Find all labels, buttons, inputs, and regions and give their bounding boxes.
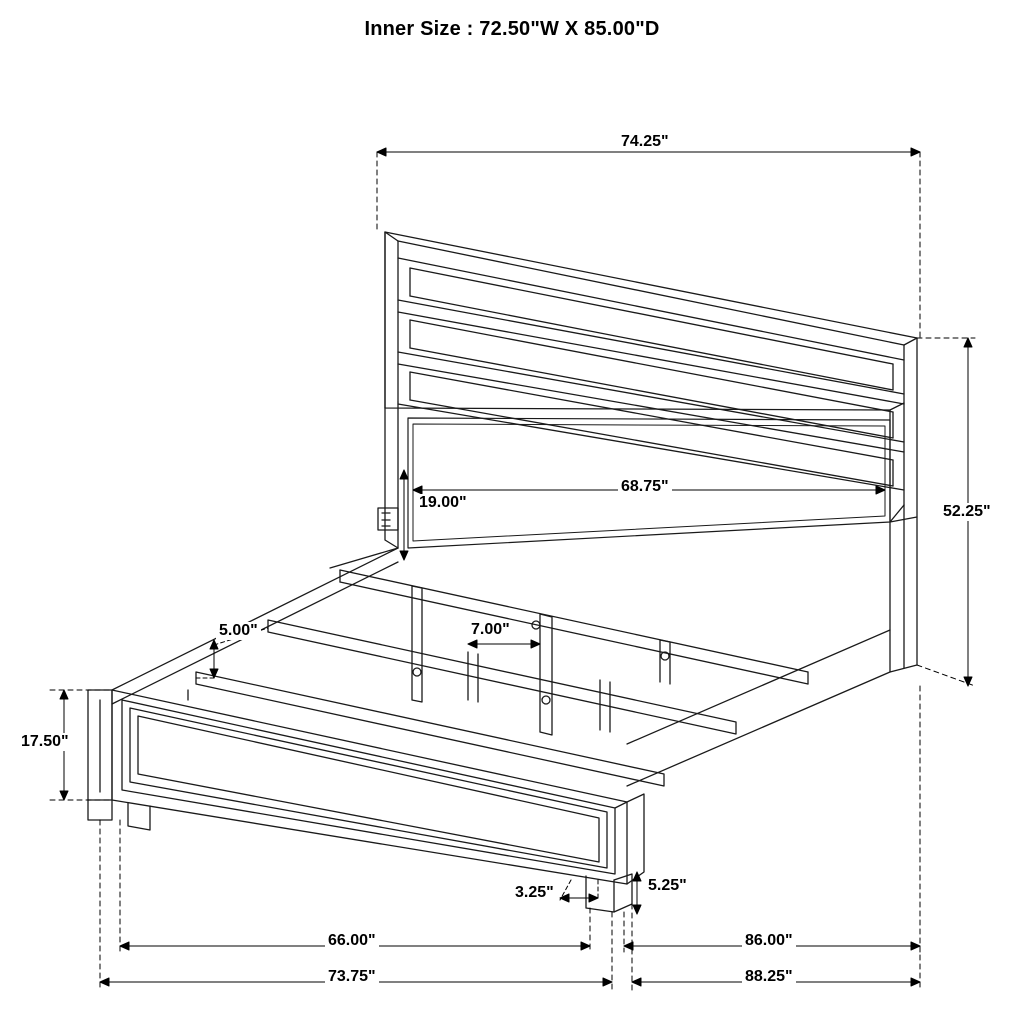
page-title: Inner Size : 72.50"W X 85.00"D (364, 18, 660, 40)
dimension-label-headboard-height: 52.25" (940, 503, 994, 521)
dimension-label-slat-spacing: 5.00" (216, 622, 261, 640)
dimension-label-leg-height: 5.25" (645, 877, 690, 895)
dimension-label-footboard-thickness: 3.25" (512, 884, 557, 902)
dimension-label-slat-width: 7.00" (468, 621, 513, 639)
dimension-label-inner-depth: 86.00" (742, 932, 796, 950)
dimension-label-rail-to-slat-height: 19.00" (416, 494, 470, 512)
dimension-label-overall-width: 73.75" (325, 968, 379, 986)
dimension-label-overall-depth: 88.25" (742, 968, 796, 986)
dimension-label-footboard-inner-width: 66.00" (325, 932, 379, 950)
dimension-label-headboard-width: 74.25" (618, 133, 672, 151)
dimension-label-headboard-inner-width: 68.75" (618, 478, 672, 496)
dimension-label-footboard-height: 17.50" (18, 733, 72, 751)
